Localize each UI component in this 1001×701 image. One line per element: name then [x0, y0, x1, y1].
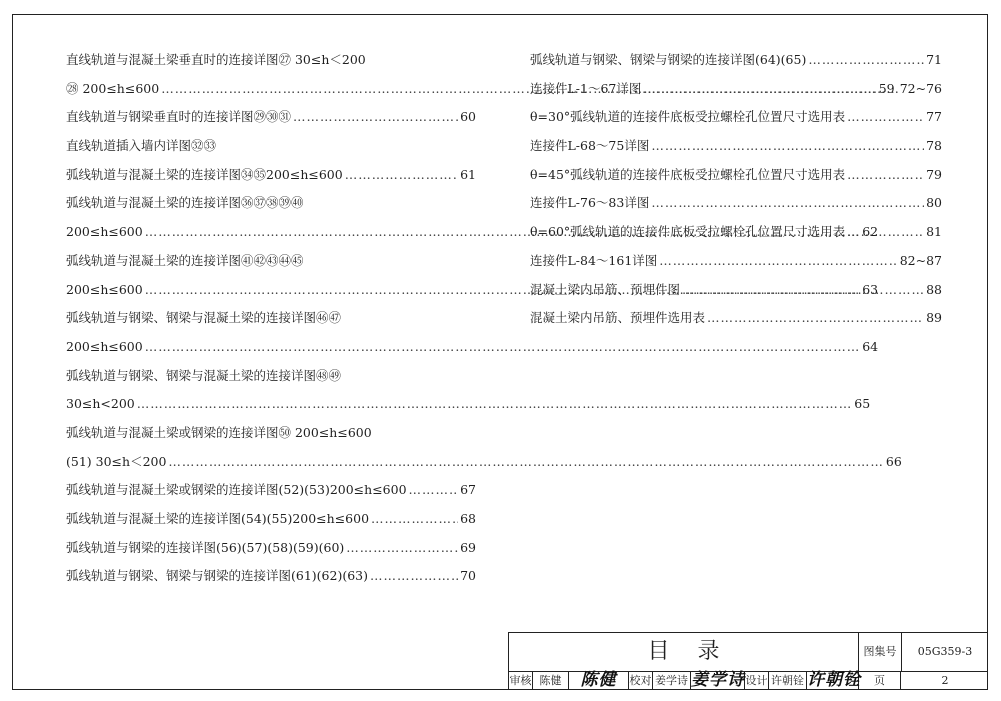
toc-entry-text: 弧线轨道与混凝土梁或钢梁的连接详图㊿ 200≤h≤600	[66, 424, 372, 440]
toc-entry	[66, 247, 476, 276]
toc-leader-dots	[808, 46, 924, 75]
toc-entry-text: 弧线轨道与钢梁、钢梁与混凝土梁的连接详图㊽㊾	[66, 367, 342, 383]
toc-entry	[66, 189, 476, 218]
toc-entry-continuation	[66, 333, 879, 362]
designer-name: 许朝铨	[769, 671, 807, 690]
toc-entry-text: 弧线轨道与混凝土梁的连接详图㊶㊷㊸㊹㊺	[66, 252, 304, 268]
toc-leader-dots	[643, 75, 897, 104]
toc-entry	[66, 419, 476, 448]
toc-entry-page: 88	[926, 281, 942, 297]
toc-leader-dots	[346, 534, 458, 563]
toc-entry-text: 弧线轨道与钢梁的连接详图(56)(57)(58)(59)(60)	[66, 539, 345, 555]
toc-leader-dots	[651, 189, 924, 218]
toc-entry-text: 200≤h≤600	[66, 224, 143, 240]
toc-entry-text: 弧线轨道与混凝土梁的连接详图㊱㊲㊳㊴㊵	[66, 195, 304, 211]
toc-entry	[66, 304, 476, 333]
toc-entry-text: 弧线轨道与混凝土梁的连接详图㉞㉟200≤h≤600	[66, 166, 343, 182]
toc-entry	[530, 247, 942, 276]
toc-entry-page: 59	[878, 80, 895, 96]
page-label: 页	[859, 671, 901, 690]
toc-leader-dots	[168, 448, 884, 477]
toc-entry-page: 72~76	[899, 80, 942, 96]
toc-entry-text: θ=60°弧线轨道的连接件底板受拉螺栓孔位置尺寸选用表	[530, 224, 846, 240]
toc-entry	[530, 218, 942, 247]
toc-entry-page: 60	[460, 109, 476, 125]
toc-entry-page: 80	[926, 195, 942, 211]
toc-leader-dots	[293, 103, 458, 132]
toc-entry-text: 30≤h<200	[66, 396, 135, 412]
toc-leader-dots	[659, 247, 897, 276]
toc-entry-text: 弧线轨道与混凝土梁或钢梁的连接详图(52)(53)200≤h≤600	[66, 482, 407, 498]
toc-entry	[530, 75, 942, 104]
toc-entry	[66, 534, 476, 563]
toc-entry-page: 69	[460, 539, 476, 555]
title-block-top-row	[509, 633, 988, 672]
page-number: 2	[941, 674, 949, 687]
atlas-number-label: 图集号	[859, 633, 902, 671]
toc-entry	[530, 189, 942, 218]
toc-entry-page: 68	[460, 511, 476, 526]
toc-entry-page: 82~87	[899, 252, 942, 268]
toc-entry-page: 77	[926, 109, 942, 125]
toc-entry-page: 62	[862, 224, 879, 240]
toc-entry-page: 89	[926, 310, 942, 326]
toc-entry	[530, 132, 942, 161]
toc-leader-dots	[370, 562, 458, 591]
toc-entry-continuation	[66, 390, 871, 419]
toc-entry-text: 连接件L-1～67详图	[530, 80, 642, 96]
toc-entry-text: (51) 30≤h＜200	[66, 453, 167, 469]
toc-entry-text: 连接件L-76～83详图	[530, 195, 650, 211]
reviewer-signature: 陈健	[569, 671, 629, 690]
toc-entry-text: 直线轨道与混凝土梁垂直时的连接详图㉗ 30≤h＜200	[66, 52, 366, 67]
title-block-bottom-row	[509, 671, 988, 690]
toc-leader-dots	[847, 103, 924, 132]
toc-leader-dots	[137, 390, 853, 419]
toc-entry-page: 67	[460, 482, 476, 498]
toc-entry	[66, 132, 476, 161]
toc-entry-page: 81	[926, 224, 942, 240]
toc-entry	[530, 161, 942, 190]
checker-name: 姜学诗	[653, 671, 691, 690]
toc-entry-text: θ=45°弧线轨道的连接件底板受拉螺栓孔位置尺寸选用表	[530, 166, 846, 182]
toc-entry	[66, 476, 476, 505]
toc-entry-text: 弧线轨道与钢梁、钢梁与混凝土梁的连接详图㊻㊼	[66, 310, 342, 326]
toc-entry-text: 弧线轨道与钢梁、钢梁与钢梁的连接详图(64)(65)	[530, 52, 807, 67]
toc-leader-dots	[707, 304, 924, 333]
designer-signature: 许朝铨	[807, 670, 861, 690]
review-label: 审核	[509, 671, 533, 690]
toc-leader-dots	[651, 132, 924, 161]
toc-entry-text: 连接件L-68～75详图	[530, 138, 650, 154]
toc-leader-dots	[847, 161, 924, 190]
toc-entry-text: θ=30°弧线轨道的连接件底板受拉螺栓孔位置尺寸选用表	[530, 109, 846, 125]
toc-leader-dots	[345, 161, 458, 190]
toc-entry	[530, 276, 942, 305]
title-block	[508, 632, 988, 690]
toc-entry-page: 63	[862, 281, 879, 297]
design-label: 设计	[745, 671, 769, 690]
checker-signature: 姜学诗	[691, 670, 745, 690]
toc-leader-dots	[682, 276, 924, 305]
toc-leader-dots	[145, 333, 861, 362]
toc-entry-text: 混凝土梁内吊筋、预埋件图	[530, 281, 681, 297]
toc-leader-dots	[847, 218, 924, 247]
toc-leader-dots	[371, 505, 458, 534]
toc-entry-text: 200≤h≤600	[66, 281, 143, 297]
reviewer-name: 陈健	[533, 671, 569, 690]
toc-entry-page: 61	[460, 166, 476, 182]
toc-entry	[530, 103, 942, 132]
toc-entry	[530, 304, 942, 333]
toc-entry-text: 混凝土梁内吊筋、预埋件选用表	[530, 310, 706, 326]
toc-entry	[66, 362, 476, 391]
atlas-number: 05G359-3	[917, 645, 973, 658]
toc-entry-page: 71	[926, 52, 942, 67]
toc-entry	[66, 161, 476, 190]
check-label: 校对	[629, 671, 653, 690]
toc-entry-page: 65	[854, 396, 871, 412]
sheet-title: 目录	[509, 633, 859, 671]
toc-entry-text: 弧线轨道与钢梁、钢梁与钢梁的连接详图(61)(62)(63)	[66, 568, 368, 584]
toc-entry-text: 弧线轨道与混凝土梁的连接详图(54)(55)200≤h≤600	[66, 511, 370, 526]
toc-right-column	[530, 46, 942, 333]
toc-entry	[66, 505, 476, 534]
toc-entry-text: 直线轨道与钢梁垂直时的连接详图㉙㉚㉛	[66, 109, 292, 125]
toc-entry-text: 直线轨道插入墙内详图㉜㉝	[66, 138, 217, 154]
toc-entry-page: 64	[862, 338, 879, 354]
toc-entry-text: 连接件L-84～161详图	[530, 252, 658, 268]
toc-entry	[530, 46, 942, 75]
toc-leader-dots	[409, 476, 459, 505]
toc-entry	[66, 46, 476, 75]
toc-entry	[66, 562, 476, 591]
toc-entry-page: 66	[885, 453, 902, 469]
toc-entry-text: ㉘ 200≤h≤600	[66, 80, 160, 96]
toc-entry	[66, 103, 476, 132]
toc-entry-continuation	[66, 448, 902, 477]
toc-entry-page: 78	[926, 138, 942, 154]
toc-entry-page: 79	[926, 166, 942, 182]
toc-entry-page: 70	[460, 568, 476, 584]
toc-entry-text: 200≤h≤600	[66, 338, 143, 354]
